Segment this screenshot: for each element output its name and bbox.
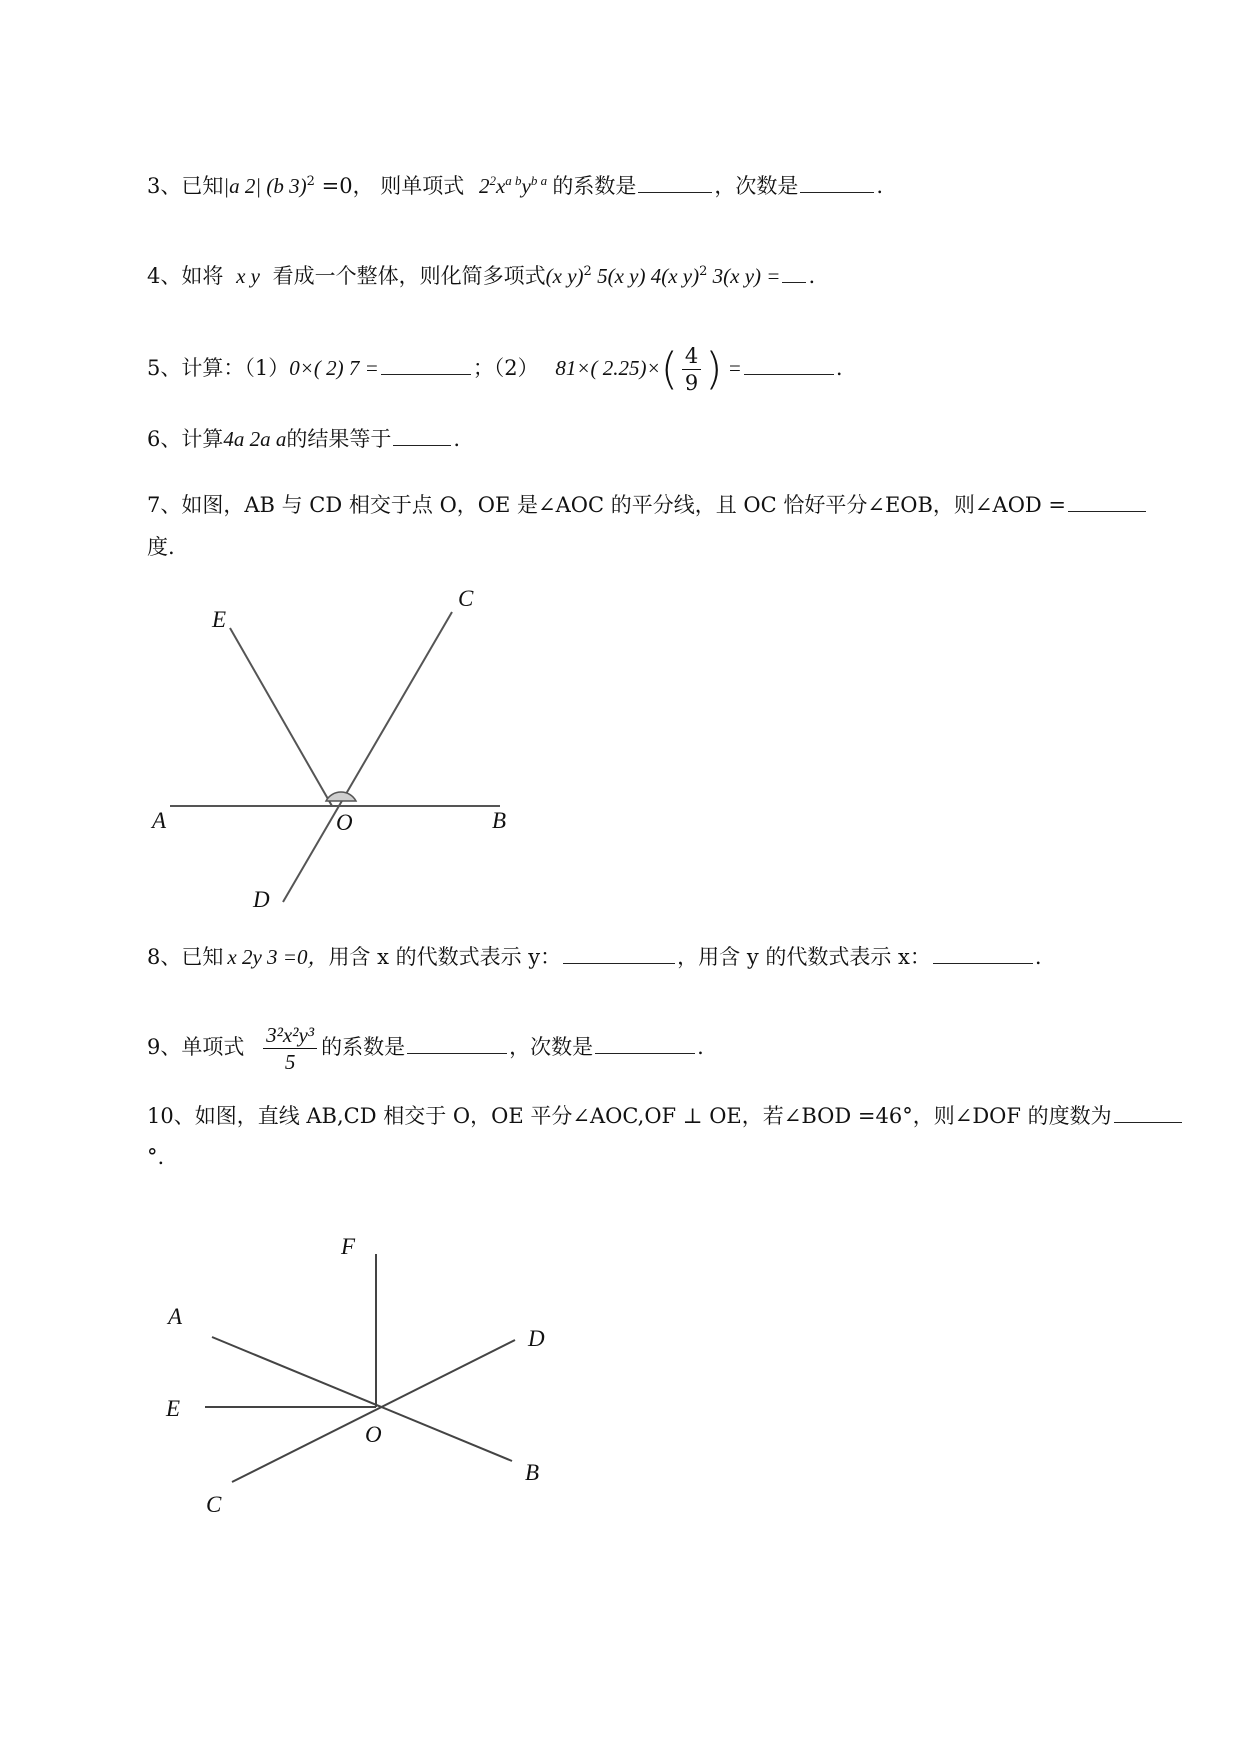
label-c: C [458, 586, 474, 611]
label-d: D [253, 887, 270, 912]
q3-mono-xexp: a b [505, 173, 522, 188]
q6-tail: 的结果等于 [286, 427, 392, 451]
q6-end: . [453, 427, 461, 451]
q9-frac-den: 5 [284, 1050, 296, 1074]
q4-exp1: 2 [583, 264, 592, 279]
q3-prefix: 3、已知 [147, 174, 224, 198]
q4-end: . [808, 264, 816, 288]
label-o: O [336, 810, 353, 835]
q5-mid: ；（2） [472, 356, 539, 380]
q3-mono-yexp: b a [530, 173, 548, 188]
q5-eq: = [722, 356, 742, 380]
q5-expr2: 81×( 2.25)× [555, 356, 661, 380]
line-ab [212, 1337, 512, 1461]
label-o: O [365, 1422, 382, 1447]
q3-expr: |a 2| (b 3) [223, 174, 307, 198]
q4-var: x y [236, 264, 260, 288]
q3-mono-exp: 2 [489, 173, 496, 188]
label-f: F [341, 1234, 356, 1259]
q4-expr3: 3(x y) = [707, 264, 781, 288]
q10-text: 10、如图，直线 AB,CD 相交于 O，OE 平分∠AOC,OF ⊥ OE，若∠BOD =46°，则∠DOF 的度数为 [147, 1104, 1112, 1128]
q5-frac-den: 9 [684, 371, 699, 395]
q5-expr1: 0×( 2) 7 = [289, 356, 379, 380]
label-d: D [528, 1326, 545, 1351]
q7-unit: 度. [147, 535, 175, 559]
q3-tail1: 的系数是 [552, 174, 637, 198]
label-c: C [206, 1492, 222, 1517]
line-cd [232, 1340, 515, 1482]
q3-mid: 则单项式 [380, 174, 465, 198]
q4-prefix: 4、如将 [147, 264, 224, 288]
label-e: E [212, 607, 227, 632]
q6-prefix: 6、计算 [147, 427, 224, 451]
q5-right-paren: ) [705, 343, 723, 395]
q4-expr2: 5(x y) 4(x y) [591, 264, 700, 288]
q3-exp: 2 [306, 174, 315, 189]
q5-end: . [835, 356, 843, 380]
q8-expr: x 2y 3 =0， [227, 945, 329, 969]
label-a: A [168, 1304, 183, 1329]
q9-prefix: 9、单项式 [147, 1035, 245, 1059]
q8-mid1: 用含 x 的代数式表示 y： [328, 945, 562, 969]
q7-text: 7、如图，AB 与 CD 相交于点 O，OE 是∠AOC 的平分线，且 OC 恰好平分∠EOB，则∠AOD = [147, 493, 1067, 517]
q3-mono-x: x [495, 174, 506, 198]
q3-mono-y: y [521, 174, 531, 198]
q3-mono-base: 2 [478, 174, 490, 198]
q10-unit: °. [147, 1145, 165, 1169]
q8-prefix: 8、已知 [147, 945, 224, 969]
q3-end: . [876, 174, 884, 198]
label-e: E [166, 1396, 181, 1421]
q5-left-paren: ( [660, 343, 678, 395]
q3-tail2: ，次数是 [714, 174, 799, 198]
q4-expr: (x y) [545, 264, 584, 288]
q9-end: . [697, 1035, 704, 1059]
q9-frac-num: 3²x²y³ [263, 1022, 317, 1049]
q9-tail2: ，次数是 [509, 1035, 594, 1059]
q4-exp2: 2 [699, 264, 708, 279]
q8-mid2: ，用含 y 的代数式表示 x： [677, 945, 931, 969]
label-b: B [525, 1460, 540, 1485]
q8-end: . [1034, 945, 1042, 969]
q6-expr: 4a 2a a [223, 427, 287, 451]
label-b: B [492, 808, 507, 833]
q4-mid: 看成一个整体，则化简多项式 [272, 264, 546, 288]
q9-tail1: 的系数是 [321, 1035, 406, 1059]
q5-frac-num: 4 [682, 343, 701, 370]
label-a: A [152, 808, 167, 833]
q5-prefix: 5、计算：（1） [147, 356, 290, 380]
q3-eq: =0， [314, 174, 374, 198]
